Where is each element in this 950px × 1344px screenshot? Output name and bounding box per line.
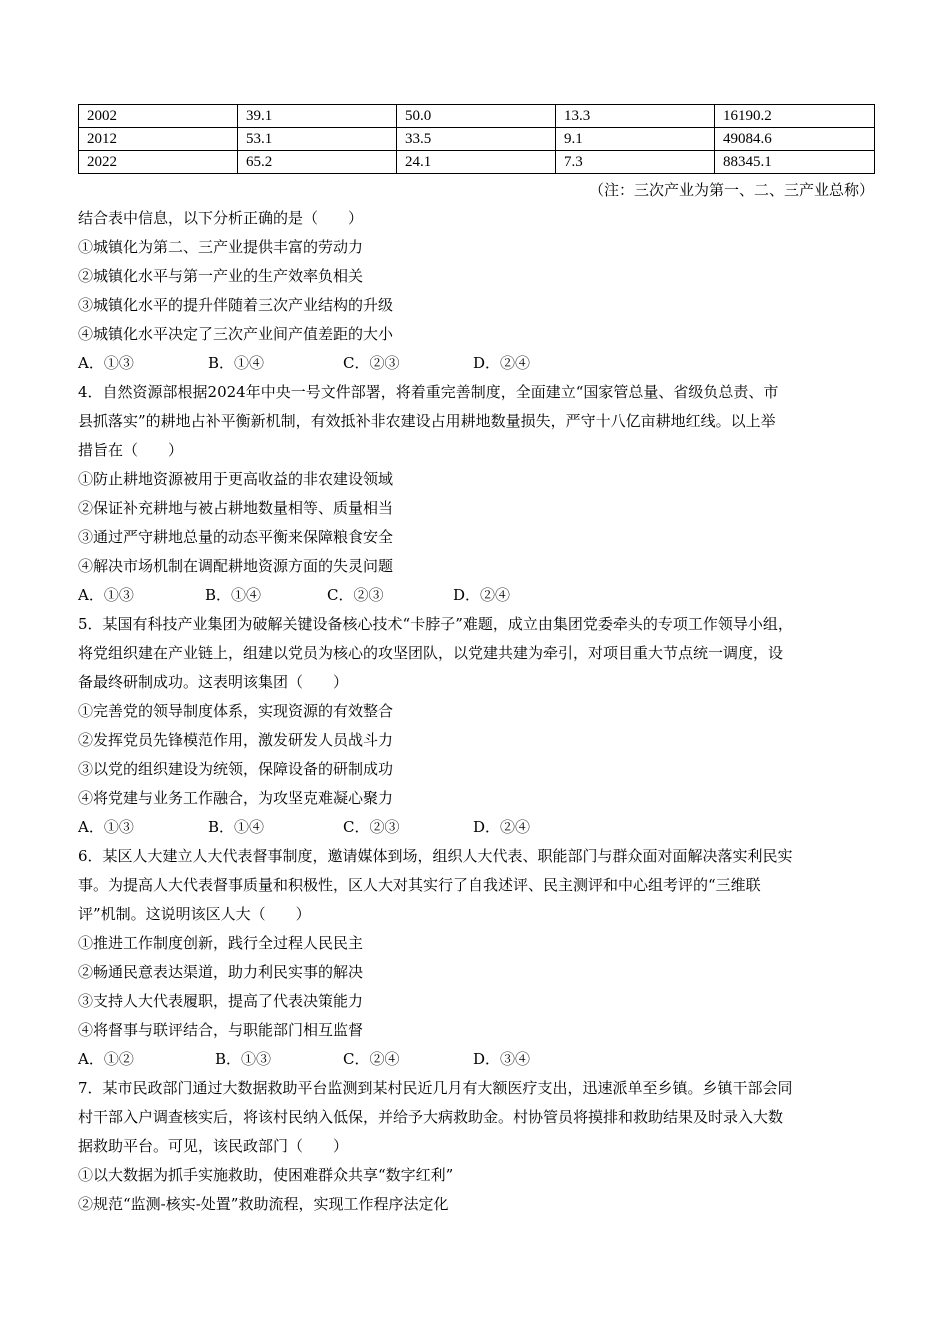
exam-page [78,104,878,1219]
choice-d[interactable]: D．②④ [473,818,531,836]
table-cell: 2022 [79,151,238,174]
question-3 [78,204,878,378]
question-7 [78,1074,878,1219]
choice-d[interactable]: D．②④ [453,586,511,604]
answer-choices [78,813,878,842]
option-line: ②畅通民意表达渠道，助力利民实事的解决 [78,963,364,981]
question-stem: 结合表中信息，以下分析正确的是（ ） [78,209,364,227]
table-cell: 24.1 [397,151,556,174]
question-stem: 7．某市民政部门通过大数据救助平台监测到某村民近几月有大额医疗支出，迅速派单至乡镇。乡镇干部会同 [78,1079,793,1097]
option-line: ③城镇化水平的提升伴随着三次产业结构的升级 [78,296,394,314]
question-stem: 4．自然资源部根据2024年中央一号文件部署，将着重完善制度，全面建立“国家管总量、省级负总责、市 [78,383,779,401]
choice-a[interactable]: A．①② [78,1050,134,1068]
choice-b[interactable]: B．①④ [208,818,265,836]
question-4 [78,378,878,610]
option-line: ②发挥党员先锋模范作用，激发研发人员战斗力 [78,731,394,749]
option-line: ④城镇化水平决定了三次产业间产值差距的大小 [78,325,394,343]
choice-a[interactable]: A．①③ [78,818,134,836]
question-stem: 据救助平台。可见，该民政部门（ ） [78,1137,349,1155]
choice-c[interactable]: C．②③ [343,354,400,372]
option-line: ③以党的组织建设为统领，保障设备的研制成功 [78,760,394,778]
option-line: ①以大数据为抓手实施救助，使困难群众共享“数字红利” [78,1166,454,1184]
choice-c[interactable]: C．②③ [343,818,400,836]
option-line: ③通过严守耕地总量的动态平衡来保障粮食安全 [78,528,394,546]
choice-c[interactable]: C．②③ [327,586,384,604]
choice-a[interactable]: A．①③ [78,586,134,604]
table-cell: 33.5 [397,128,556,151]
table-cell: 2002 [79,105,238,128]
table-cell: 50.0 [397,105,556,128]
table-row [79,151,875,174]
question-stem: 将党组织建在产业链上，组建以党员为核心的攻坚团队，以党建共建为牵引，对项目重大节点统一调度，设 [78,644,784,662]
urbanization-table [78,104,875,174]
question-6 [78,842,878,1074]
question-stem: 县抓落实”的耕地占补平衡新机制，有效抵补非农建设占用耕地数量损失，严守十八亿亩耕地红线。以上举 [78,412,776,430]
question-stem: 事。为提高人大代表督事质量和积极性，区人大对其实行了自我述评、民主测评和中心组考评的“三维联 [78,876,761,894]
option-line: ②规范“监测-核实-处置”救助流程，实现工作程序法定化 [78,1195,449,1213]
table-cell: 65.2 [238,151,397,174]
table-cell: 9.1 [556,128,715,151]
table-note: （注：三次产业为第一、二、三产业总称） [588,181,874,199]
question-5 [78,610,878,842]
table-cell: 39.1 [238,105,397,128]
choice-d[interactable]: D．②④ [473,354,531,372]
question-stem: 5．某国有科技产业集团为破解关键设备核心技术“卡脖子”难题，成立由集团党委牵头的专项工作领导小组， [78,615,793,633]
choice-d[interactable]: D．③④ [473,1050,531,1068]
option-line: ①城镇化为第二、三产业提供丰富的劳动力 [78,238,364,256]
table-cell: 7.3 [556,151,715,174]
choice-b[interactable]: B．①④ [205,586,262,604]
table-row [79,105,875,128]
option-line: ①推进工作制度创新，践行全过程人民民主 [78,934,364,952]
table-cell: 49084.6 [715,128,875,151]
choice-c[interactable]: C．②④ [343,1050,400,1068]
question-stem: 措旨在（ ） [78,441,184,459]
table-cell: 13.3 [556,105,715,128]
question-stem: 村干部入户调查核实后，将该村民纳入低保，并给予大病救助金。村协管员将摸排和救助结果及时录入大数 [78,1108,784,1126]
option-line: ①防止耕地资源被用于更高收益的非农建设领域 [78,470,394,488]
question-stem: 评”机制。这说明该区人大（ ） [78,905,311,923]
option-line: ③支持人大代表履职，提高了代表决策能力 [78,992,364,1010]
question-stem: 6．某区人大建立人大代表督事制度，邀请媒体到场，组织人大代表、职能部门与群众面对面解决落实利民实 [78,847,793,865]
table-cell: 53.1 [238,128,397,151]
answer-choices [78,349,878,378]
answer-choices [78,581,878,610]
table-cell: 2012 [79,128,238,151]
option-line: ④将党建与业务工作融合，为攻坚克难凝心聚力 [78,789,394,807]
table-cell: 16190.2 [715,105,875,128]
choice-b[interactable]: B．①④ [208,354,265,372]
choice-b[interactable]: B．①③ [215,1050,272,1068]
choice-a[interactable]: A．①③ [78,354,134,372]
answer-choices [78,1045,878,1074]
option-line: ①完善党的领导制度体系，实现资源的有效整合 [78,702,394,720]
option-line: ②保证补充耕地与被占耕地数量相等、质量相当 [78,499,394,517]
option-line: ④解决市场机制在调配耕地资源方面的失灵问题 [78,557,394,575]
option-line: ②城镇化水平与第一产业的生产效率负相关 [78,267,364,285]
table-row [79,128,875,151]
question-stem: 备最终研制成功。这表明该集团（ ） [78,673,349,691]
table-cell: 88345.1 [715,151,875,174]
option-line: ④将督事与联评结合，与职能部门相互监督 [78,1021,364,1039]
